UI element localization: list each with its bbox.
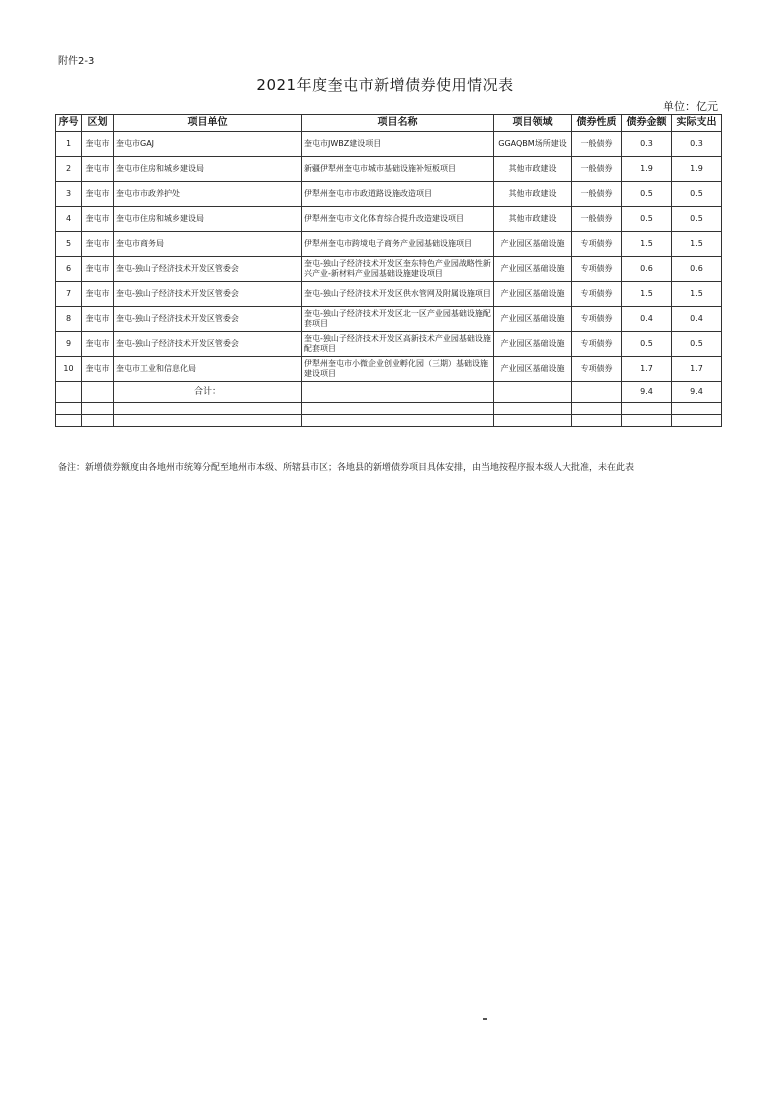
row-nature: 一般债券 [572, 207, 622, 232]
row-field: 其他市政建设 [494, 157, 572, 182]
table-row [56, 282, 722, 307]
row-nature: 一般债券 [572, 182, 622, 207]
row-no: 4 [56, 207, 82, 232]
row-project-name: 伊犁州奎屯市跨境电子商务产业园基础设施项目 [302, 232, 494, 257]
row-project-name: 伊犁州奎屯市市政道路设施改造项目 [302, 182, 494, 207]
row-amount: 0.3 [622, 132, 672, 157]
row-project-name: 新疆伊犁州奎屯市城市基础设施补短板项目 [302, 157, 494, 182]
blank-row [56, 403, 722, 415]
header-no: 序号 [56, 115, 82, 132]
row-amount: 1.9 [622, 157, 672, 182]
row-spent: 1.5 [672, 232, 722, 257]
row-unit: 奎屯-独山子经济技术开发区管委会 [114, 307, 302, 332]
row-unit: 奎屯市住房和城乡建设局 [114, 207, 302, 232]
row-region: 奎屯市 [82, 332, 114, 357]
row-amount: 0.4 [622, 307, 672, 332]
row-field: 产业园区基础设施 [494, 332, 572, 357]
row-nature: 专项债券 [572, 282, 622, 307]
scan-mark [483, 1018, 487, 1020]
row-no: 1 [56, 132, 82, 157]
row-project-name: 奎屯-独山子经济技术开发区供水管网及附属设施项目 [302, 282, 494, 307]
row-spent: 0.5 [672, 332, 722, 357]
table-row [56, 182, 722, 207]
row-nature: 一般债券 [572, 157, 622, 182]
unit-label: 单位：亿元 [663, 100, 718, 113]
row-spent: 0.6 [672, 257, 722, 282]
row-spent: 0.5 [672, 182, 722, 207]
row-unit: 奎屯市住房和城乡建设局 [114, 157, 302, 182]
header-unit: 项目单位 [114, 115, 302, 132]
row-no: 6 [56, 257, 82, 282]
row-no: 10 [56, 357, 82, 382]
row-unit: 奎屯市工业和信息化局 [114, 357, 302, 382]
row-spent: 1.7 [672, 357, 722, 382]
table-row [56, 357, 722, 382]
row-region: 奎屯市 [82, 182, 114, 207]
header-spent: 实际支出 [672, 115, 722, 132]
row-unit: 奎屯-独山子经济技术开发区管委会 [114, 257, 302, 282]
row-region: 奎屯市 [82, 232, 114, 257]
row-region: 奎屯市 [82, 207, 114, 232]
row-amount: 1.5 [622, 232, 672, 257]
table-row [56, 232, 722, 257]
header-name: 项目名称 [302, 115, 494, 132]
row-nature: 专项债券 [572, 257, 622, 282]
row-amount: 0.5 [622, 182, 672, 207]
bond-usage-table [55, 114, 722, 427]
row-field: 产业园区基础设施 [494, 282, 572, 307]
row-no: 7 [56, 282, 82, 307]
row-unit: 奎屯-独山子经济技术开发区管委会 [114, 332, 302, 357]
row-amount: 0.5 [622, 207, 672, 232]
row-project-name: 奎屯-独山子经济技术开发区奎东特色产业园战略性新兴产业-新材料产业园基础设施建设项目 [302, 257, 494, 282]
row-spent: 1.9 [672, 157, 722, 182]
row-spent: 1.5 [672, 282, 722, 307]
row-unit: 奎屯市商务局 [114, 232, 302, 257]
row-no: 9 [56, 332, 82, 357]
row-nature: 专项债券 [572, 332, 622, 357]
attachment-label: 附件2-3 [58, 56, 95, 67]
row-region: 奎屯市 [82, 307, 114, 332]
total-amount: 9.4 [622, 382, 672, 403]
row-field: GGAQBM场所建设 [494, 132, 572, 157]
table-header-row [56, 115, 722, 132]
page-title: 2021年度奎屯市新增债券使用情况表 [256, 76, 514, 94]
row-amount: 0.6 [622, 257, 672, 282]
row-unit: 奎屯市GAJ [114, 132, 302, 157]
table-row [56, 157, 722, 182]
row-project-name: 奎屯市JWBZ建设项目 [302, 132, 494, 157]
row-spent: 0.3 [672, 132, 722, 157]
table-row [56, 332, 722, 357]
row-amount: 1.5 [622, 282, 672, 307]
row-unit: 奎屯市市政养护处 [114, 182, 302, 207]
row-amount: 0.5 [622, 332, 672, 357]
row-unit: 奎屯-独山子经济技术开发区管委会 [114, 282, 302, 307]
row-region: 奎屯市 [82, 132, 114, 157]
row-field: 产业园区基础设施 [494, 257, 572, 282]
row-field: 其他市政建设 [494, 207, 572, 232]
table-row [56, 307, 722, 332]
row-region: 奎屯市 [82, 282, 114, 307]
row-no: 5 [56, 232, 82, 257]
header-nature: 债券性质 [572, 115, 622, 132]
row-project-name: 奎屯-独山子经济技术开发区北一区产业园基础设施配套项目 [302, 307, 494, 332]
row-project-name: 伊犁州奎屯市文化体育综合提升改造建设项目 [302, 207, 494, 232]
row-nature: 专项债券 [572, 232, 622, 257]
row-region: 奎屯市 [82, 357, 114, 382]
row-nature: 专项债券 [572, 307, 622, 332]
table-row [56, 132, 722, 157]
table-row [56, 257, 722, 282]
row-amount: 1.7 [622, 357, 672, 382]
row-region: 奎屯市 [82, 257, 114, 282]
row-spent: 0.5 [672, 207, 722, 232]
row-no: 2 [56, 157, 82, 182]
row-region: 奎屯市 [82, 157, 114, 182]
row-field: 产业园区基础设施 [494, 307, 572, 332]
total-spent: 9.4 [672, 382, 722, 403]
blank-row [56, 415, 722, 427]
row-no: 3 [56, 182, 82, 207]
footnote: 备注：新增债券额度由各地州市统筹分配至地州市本级、所辖县市区；各地县的新增债券项目具体安排，由当地按程序报本级人大批准，未在此表 [58, 463, 635, 473]
row-nature: 专项债券 [572, 357, 622, 382]
row-field: 其他市政建设 [494, 182, 572, 207]
total-label: 合计： [114, 382, 302, 403]
row-field: 产业园区基础设施 [494, 232, 572, 257]
header-region: 区划 [82, 115, 114, 132]
total-row [56, 382, 722, 403]
row-nature: 一般债券 [572, 132, 622, 157]
row-spent: 0.4 [672, 307, 722, 332]
row-no: 8 [56, 307, 82, 332]
header-field: 项目领域 [494, 115, 572, 132]
row-field: 产业园区基础设施 [494, 357, 572, 382]
table-row [56, 207, 722, 232]
row-project-name: 伊犁州奎屯市小微企业创业孵化园（三期）基础设施建设项目 [302, 357, 494, 382]
row-project-name: 奎屯-独山子经济技术开发区高新技术产业园基础设施配套项目 [302, 332, 494, 357]
header-amount: 债券金额 [622, 115, 672, 132]
